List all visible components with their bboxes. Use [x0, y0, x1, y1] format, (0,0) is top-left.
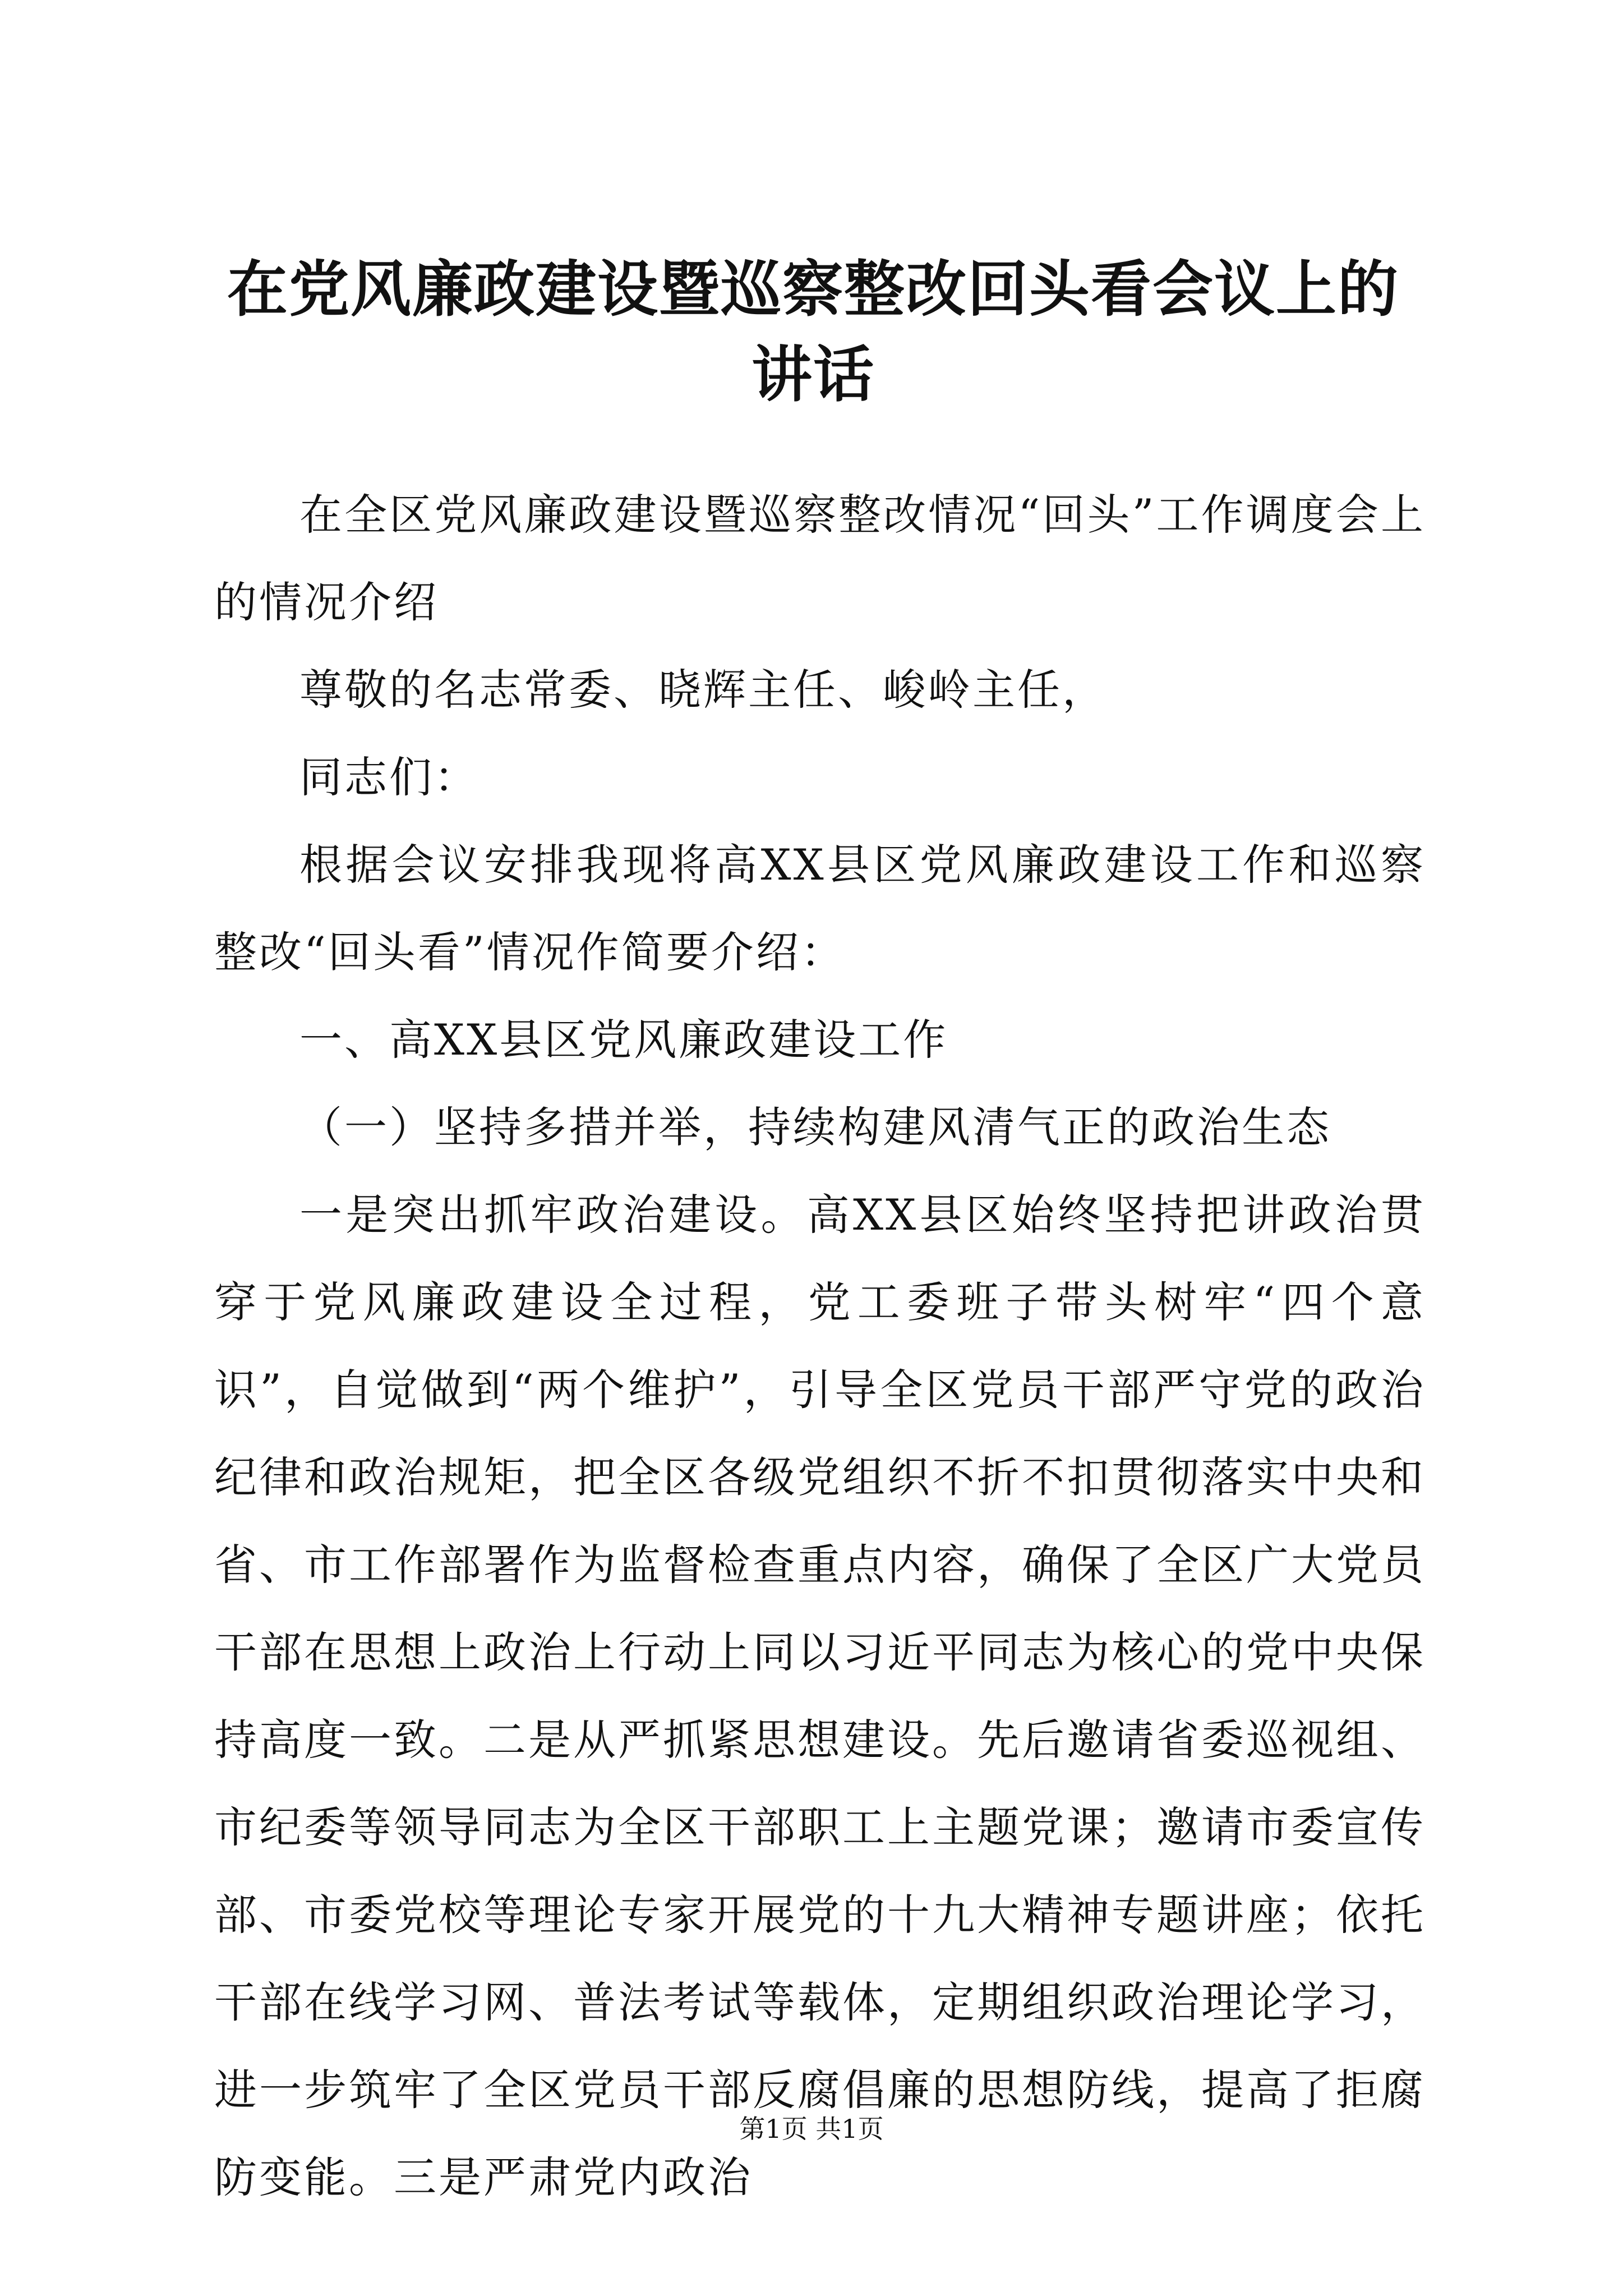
subsection-heading-1: （一）坚持多措并举，持续构建风清气正的政治生态 — [299, 1102, 1331, 1152]
paragraph-body: 一是突出抓牢政治建设。高XX县区始终坚持把讲政治贯穿于党风廉政建设全过程，党工委班子带头树牢“四个意识”，自觉做到“两个维护”，引导全区党员干部严守党的政治纪律和政治规矩，把全区各级党组织不折不扣贯彻落实中央和省、市工作部署作为监督检查重点内容，确保了全区广大党员干部在思想上政治上行动上同以习近平同志为核心的党中央保持高度一致。二是从严抓紧思想建设。先后邀请省委巡视组、市纪委等领导同志为全区干部职工上主题党课；邀请市委宣传部、市委党校等理论专家开展党的十九大精神专题讲座；依托干部在线学习网、普法考试等载体，定期组织政治理论学习，进一步筑牢了全区党员干部反腐倡廉的思想防线，提高了拒腐防变能。三是严肃党内政治 — [214, 1190, 1426, 2202]
paragraph-greeting: 同志们： — [299, 752, 479, 802]
paragraph-intro: 在全区党风廉政建设暨巡察整改情况“回头”工作调度会上的情况介绍 — [214, 490, 1426, 627]
page-number-label: 第1页 共1页 — [739, 2114, 884, 2144]
document-title: 在党风廉政建设暨巡察整改回头看会议上的讲话 — [227, 254, 1399, 410]
document-body — [214, 471, 1426, 2221]
paragraph-salutation: 尊敬的名志常委、晓辉主任、峻岭主任， — [299, 665, 1107, 715]
page-footer — [0, 2112, 1623, 2146]
paragraph-opening: 根据会议安排我现将高XX县区党风廉政建设工作和巡察整改“回头看”情况作简要介绍： — [214, 840, 1426, 977]
section-heading-1: 一、高XX县区党风廉政建设工作 — [299, 1015, 948, 1065]
